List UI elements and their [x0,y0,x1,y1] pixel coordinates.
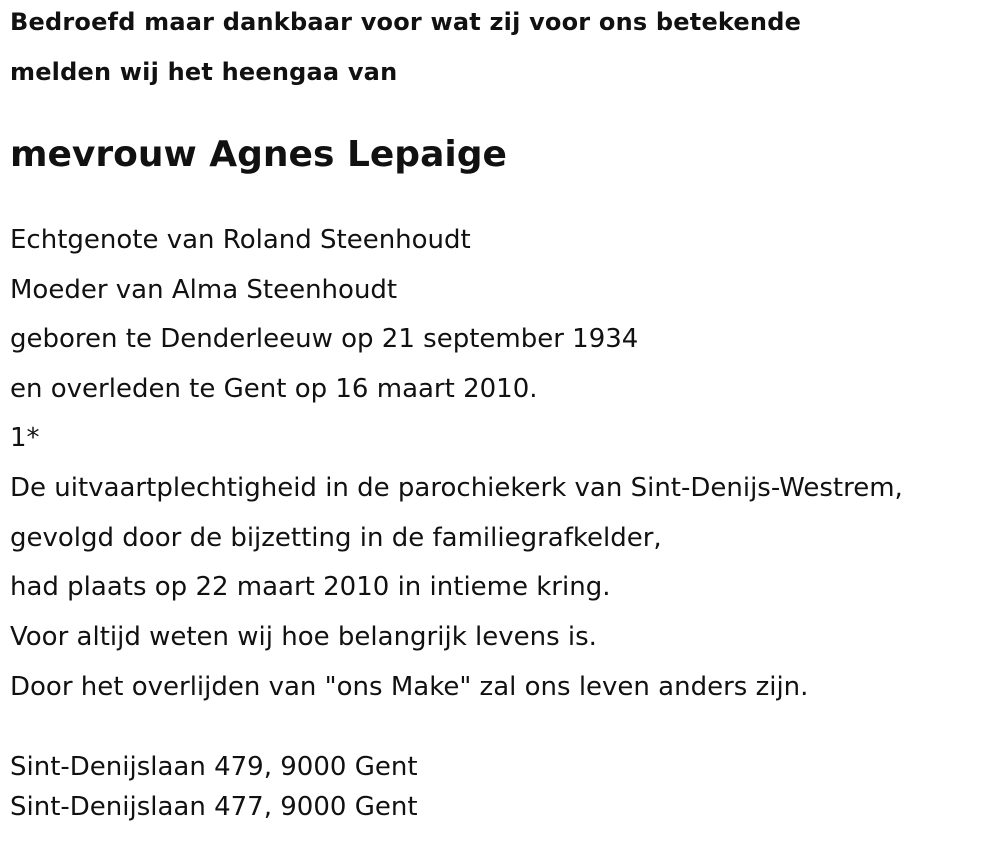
closing-line: Door het overlijden van "ons Make" zal ons leven anders zijn. [10,672,809,702]
funeral-line: De uitvaartplechtigheid in de parochiekerk van Sint-Denijs-Westrem, [10,473,903,503]
death-line: en overleden te Gent op 16 maart 2010. [10,374,538,404]
intro-line-1: Bedroefd maar dankbaar voor wat zij voor ons betekende [10,8,802,36]
marker-line: 1* [10,423,40,453]
burial-line: gevolgd door de bijzetting in de familiegrafkelder, [10,523,662,553]
remembrance-line: Voor altijd weten wij hoe belangrijk levens is. [10,622,597,652]
address-line-1: Sint-Denijslaan 479, 9000 Gent [10,752,418,782]
intro-line-2: melden wij het heengaa van [10,58,398,86]
spouse-line: Echtgenote van Roland Steenhoudt [10,225,471,255]
deceased-name: mevrouw Agnes Lepaige [10,134,507,175]
birth-line: geboren te Denderleeuw op 21 september 1934 [10,324,639,354]
date-line: had plaats op 22 maart 2010 in intieme kring. [10,572,611,602]
mother-line: Moeder van Alma Steenhoudt [10,275,398,305]
address-line-2: Sint-Denijslaan 477, 9000 Gent [10,792,418,822]
